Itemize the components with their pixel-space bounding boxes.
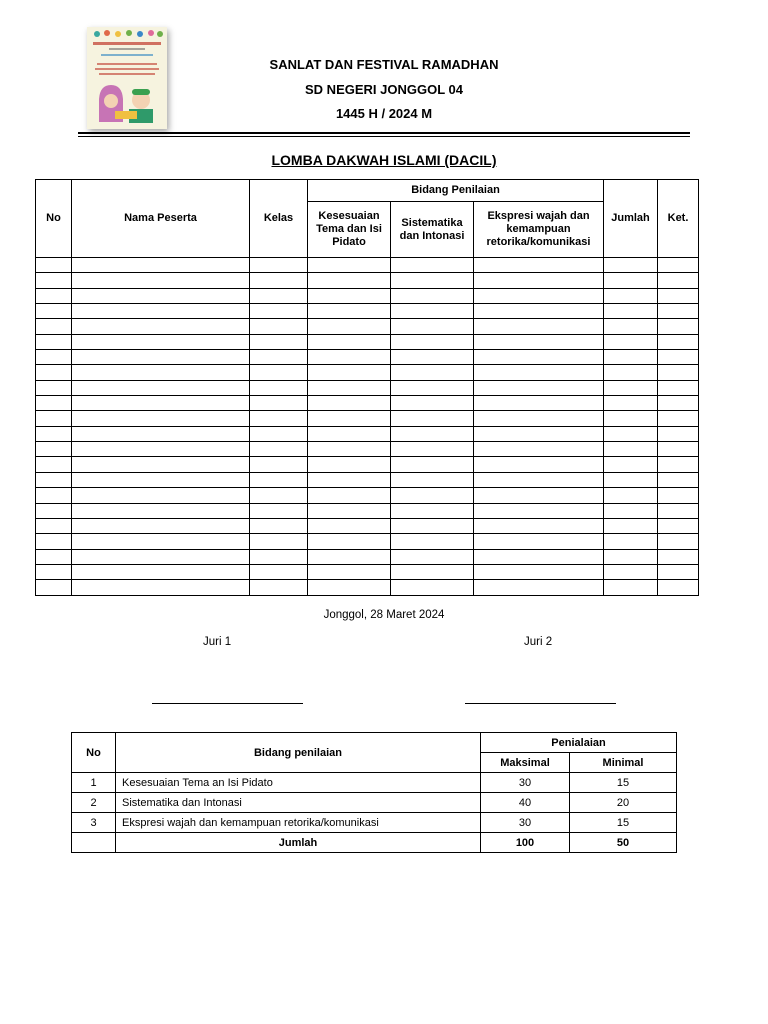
criteria-row <box>72 793 677 813</box>
score-row <box>36 365 699 380</box>
juri2-label: Juri 2 <box>524 636 553 648</box>
score-cell[interactable] <box>72 258 250 273</box>
score-cell[interactable] <box>658 396 699 411</box>
score-cell[interactable] <box>658 411 699 426</box>
score-cell[interactable] <box>72 472 250 487</box>
score-cell[interactable] <box>474 396 604 411</box>
score-cell[interactable] <box>72 365 250 380</box>
score-cell[interactable] <box>474 488 604 503</box>
crit-row-min: 15 <box>570 773 677 793</box>
score-cell[interactable] <box>604 488 658 503</box>
score-row <box>36 472 699 487</box>
score-cell[interactable] <box>658 258 699 273</box>
score-cell[interactable] <box>72 380 250 395</box>
score-cell[interactable] <box>250 365 308 380</box>
score-cell[interactable] <box>474 365 604 380</box>
crit-row-min: 20 <box>570 793 677 813</box>
score-cell[interactable] <box>308 304 391 319</box>
score-cell[interactable] <box>658 426 699 441</box>
criteria-total-row <box>72 833 677 853</box>
score-cell[interactable] <box>36 503 72 518</box>
col-header-kesesuaian: Kesesuaian Tema dan Isi Pidato <box>308 202 391 258</box>
score-cell[interactable] <box>474 258 604 273</box>
score-cell[interactable] <box>474 472 604 487</box>
score-cell[interactable] <box>391 442 474 457</box>
juri1-signature-line <box>152 703 303 704</box>
crit-total-max: 100 <box>481 833 570 853</box>
score-cell[interactable] <box>391 518 474 533</box>
score-cell[interactable] <box>72 534 250 549</box>
score-cell[interactable] <box>658 334 699 349</box>
col-header-nama-peserta: Nama Peserta <box>72 180 250 258</box>
score-cell[interactable] <box>474 457 604 472</box>
crit-row-name: Kesesuaian Tema an Isi Pidato <box>116 773 481 793</box>
score-cell[interactable] <box>250 411 308 426</box>
score-cell[interactable] <box>36 426 72 441</box>
score-cell[interactable] <box>72 518 250 533</box>
score-cell[interactable] <box>391 350 474 365</box>
score-cell[interactable] <box>391 334 474 349</box>
score-cell[interactable] <box>604 288 658 303</box>
score-cell[interactable] <box>308 472 391 487</box>
score-cell[interactable] <box>250 580 308 595</box>
score-row <box>36 564 699 579</box>
score-cell[interactable] <box>250 304 308 319</box>
score-cell[interactable] <box>308 365 391 380</box>
score-cell[interactable] <box>391 288 474 303</box>
score-cell[interactable] <box>36 288 72 303</box>
score-cell[interactable] <box>604 334 658 349</box>
score-cell[interactable] <box>604 396 658 411</box>
score-cell[interactable] <box>36 319 72 334</box>
score-cell[interactable] <box>391 319 474 334</box>
crit-header-bidang: Bidang penilaian <box>116 733 481 773</box>
score-cell[interactable] <box>391 503 474 518</box>
score-cell[interactable] <box>36 564 72 579</box>
score-cell[interactable] <box>250 350 308 365</box>
score-cell[interactable] <box>604 457 658 472</box>
score-row <box>36 549 699 564</box>
score-cell[interactable] <box>604 534 658 549</box>
score-cell[interactable] <box>658 442 699 457</box>
score-cell[interactable] <box>250 334 308 349</box>
score-row <box>36 288 699 303</box>
score-row <box>36 442 699 457</box>
score-cell[interactable] <box>391 580 474 595</box>
score-cell[interactable] <box>308 288 391 303</box>
score-cell[interactable] <box>474 334 604 349</box>
score-cell[interactable] <box>604 319 658 334</box>
score-cell[interactable] <box>604 304 658 319</box>
crit-header-minimal: Minimal <box>570 753 677 773</box>
score-cell[interactable] <box>658 380 699 395</box>
score-cell[interactable] <box>658 549 699 564</box>
score-table-body <box>36 258 699 596</box>
score-cell[interactable] <box>72 442 250 457</box>
place-date: Jonggol, 28 Maret 2024 <box>323 609 445 621</box>
score-cell[interactable] <box>658 534 699 549</box>
score-cell[interactable] <box>72 304 250 319</box>
criteria-table <box>71 732 677 853</box>
document-title: LOMBA DAKWAH ISLAMI (DACIL) <box>271 152 497 168</box>
score-cell[interactable] <box>36 534 72 549</box>
score-row <box>36 580 699 595</box>
score-cell[interactable] <box>250 288 308 303</box>
score-cell[interactable] <box>250 534 308 549</box>
juri2-signature-line <box>465 703 616 704</box>
score-cell[interactable] <box>72 273 250 288</box>
crit-header-penilaian: Penialaian <box>481 733 677 753</box>
score-cell[interactable] <box>658 518 699 533</box>
score-cell[interactable] <box>250 319 308 334</box>
score-cell[interactable] <box>474 411 604 426</box>
score-cell[interactable] <box>391 534 474 549</box>
score-row <box>36 380 699 395</box>
score-cell[interactable] <box>36 365 72 380</box>
score-cell[interactable] <box>474 288 604 303</box>
score-cell[interactable] <box>474 442 604 457</box>
score-cell[interactable] <box>250 396 308 411</box>
score-cell[interactable] <box>474 380 604 395</box>
score-cell[interactable] <box>72 288 250 303</box>
score-cell[interactable] <box>308 564 391 579</box>
score-cell[interactable] <box>658 350 699 365</box>
score-cell[interactable] <box>308 503 391 518</box>
score-cell[interactable] <box>391 304 474 319</box>
score-cell[interactable] <box>36 334 72 349</box>
score-cell[interactable] <box>391 411 474 426</box>
score-cell[interactable] <box>604 411 658 426</box>
col-header-jumlah: Jumlah <box>604 180 658 258</box>
score-cell[interactable] <box>604 273 658 288</box>
score-cell[interactable] <box>72 411 250 426</box>
score-cell[interactable] <box>308 396 391 411</box>
score-cell[interactable] <box>36 488 72 503</box>
score-cell[interactable] <box>250 488 308 503</box>
score-cell[interactable] <box>658 365 699 380</box>
score-cell[interactable] <box>250 273 308 288</box>
score-cell[interactable] <box>658 288 699 303</box>
score-row <box>36 396 699 411</box>
score-cell[interactable] <box>36 472 72 487</box>
header-year: 1445 H / 2024 M <box>335 106 433 121</box>
score-cell[interactable] <box>250 564 308 579</box>
score-cell[interactable] <box>391 258 474 273</box>
score-cell[interactable] <box>604 564 658 579</box>
crit-row-max: 30 <box>481 813 570 833</box>
score-cell[interactable] <box>391 426 474 441</box>
score-cell[interactable] <box>604 258 658 273</box>
score-cell[interactable] <box>308 580 391 595</box>
score-row <box>36 334 699 349</box>
juri1-label: Juri 1 <box>203 636 232 648</box>
score-cell[interactable] <box>658 580 699 595</box>
score-cell[interactable] <box>391 472 474 487</box>
score-cell[interactable] <box>250 380 308 395</box>
crit-row-no: 3 <box>72 813 116 833</box>
score-cell[interactable] <box>474 503 604 518</box>
score-cell[interactable] <box>308 350 391 365</box>
score-row <box>36 411 699 426</box>
score-cell[interactable] <box>36 457 72 472</box>
score-cell[interactable] <box>72 549 250 564</box>
score-cell[interactable] <box>36 549 72 564</box>
score-cell[interactable] <box>658 304 699 319</box>
score-cell[interactable] <box>72 503 250 518</box>
score-row <box>36 304 699 319</box>
crit-total-no <box>72 833 116 853</box>
score-cell[interactable] <box>36 350 72 365</box>
crit-total-min: 50 <box>570 833 677 853</box>
score-cell[interactable] <box>308 411 391 426</box>
score-cell[interactable] <box>36 396 72 411</box>
score-cell[interactable] <box>391 396 474 411</box>
crit-row-no: 1 <box>72 773 116 793</box>
score-cell[interactable] <box>308 334 391 349</box>
score-cell[interactable] <box>474 564 604 579</box>
score-cell[interactable] <box>36 273 72 288</box>
score-cell[interactable] <box>474 304 604 319</box>
score-cell[interactable] <box>658 273 699 288</box>
score-cell[interactable] <box>72 319 250 334</box>
score-cell[interactable] <box>474 518 604 533</box>
score-cell[interactable] <box>72 488 250 503</box>
score-cell[interactable] <box>604 350 658 365</box>
col-header-ket: Ket. <box>658 180 699 258</box>
score-cell[interactable] <box>604 380 658 395</box>
score-row <box>36 350 699 365</box>
col-header-sistematika: Sistematika dan Intonasi <box>391 202 474 258</box>
score-cell[interactable] <box>604 518 658 533</box>
score-cell[interactable] <box>308 426 391 441</box>
crit-total-label: Jumlah <box>116 833 481 853</box>
score-row <box>36 258 699 273</box>
score-cell[interactable] <box>391 564 474 579</box>
score-cell[interactable] <box>658 319 699 334</box>
score-cell[interactable] <box>474 549 604 564</box>
score-cell[interactable] <box>308 258 391 273</box>
header-rule-thick <box>78 132 690 134</box>
crit-row-name: Sistematika dan Intonasi <box>116 793 481 813</box>
score-cell[interactable] <box>604 580 658 595</box>
score-table <box>35 179 699 596</box>
score-cell[interactable] <box>72 564 250 579</box>
score-cell[interactable] <box>658 457 699 472</box>
crit-row-min: 15 <box>570 813 677 833</box>
col-header-bidang-penilaian: Bidang Penilaian <box>308 180 604 202</box>
score-row <box>36 319 699 334</box>
score-cell[interactable] <box>72 457 250 472</box>
score-cell[interactable] <box>250 503 308 518</box>
score-cell[interactable] <box>604 442 658 457</box>
score-row <box>36 503 699 518</box>
score-cell[interactable] <box>72 396 250 411</box>
score-cell[interactable] <box>250 472 308 487</box>
col-header-no: No <box>36 180 72 258</box>
header-school-name: SD NEGERI JONGGOL 04 <box>305 82 463 97</box>
header-rule-thin <box>78 136 690 137</box>
score-cell[interactable] <box>474 273 604 288</box>
col-header-ekspresi: Ekspresi wajah dan kemampuan retorika/komunikasi <box>474 202 604 258</box>
score-row <box>36 488 699 503</box>
score-cell[interactable] <box>72 334 250 349</box>
score-cell[interactable] <box>36 442 72 457</box>
score-cell[interactable] <box>72 350 250 365</box>
score-cell[interactable] <box>36 411 72 426</box>
header-event-name: SANLAT DAN FESTIVAL RAMADHAN <box>269 57 499 72</box>
score-cell[interactable] <box>474 580 604 595</box>
score-cell[interactable] <box>36 518 72 533</box>
score-cell[interactable] <box>474 534 604 549</box>
score-cell[interactable] <box>250 442 308 457</box>
score-cell[interactable] <box>308 457 391 472</box>
crit-header-maksimal: Maksimal <box>481 753 570 773</box>
score-cell[interactable] <box>604 472 658 487</box>
score-cell[interactable] <box>36 380 72 395</box>
score-cell[interactable] <box>658 488 699 503</box>
score-cell[interactable] <box>391 273 474 288</box>
criteria-row <box>72 773 677 793</box>
score-row <box>36 273 699 288</box>
score-cell[interactable] <box>474 319 604 334</box>
score-cell[interactable] <box>308 549 391 564</box>
score-cell[interactable] <box>391 365 474 380</box>
score-cell[interactable] <box>308 488 391 503</box>
score-cell[interactable] <box>36 304 72 319</box>
score-cell[interactable] <box>391 457 474 472</box>
score-cell[interactable] <box>604 426 658 441</box>
score-cell[interactable] <box>72 580 250 595</box>
score-cell[interactable] <box>658 472 699 487</box>
score-cell[interactable] <box>308 442 391 457</box>
score-cell[interactable] <box>391 488 474 503</box>
score-cell[interactable] <box>72 426 250 441</box>
col-header-kelas: Kelas <box>250 180 308 258</box>
score-cell[interactable] <box>250 258 308 273</box>
crit-row-no: 2 <box>72 793 116 813</box>
score-row <box>36 426 699 441</box>
score-cell[interactable] <box>474 426 604 441</box>
score-row <box>36 534 699 549</box>
score-cell[interactable] <box>658 564 699 579</box>
score-cell[interactable] <box>308 534 391 549</box>
score-cell[interactable] <box>391 380 474 395</box>
score-cell[interactable] <box>658 503 699 518</box>
score-cell[interactable] <box>250 426 308 441</box>
score-cell[interactable] <box>36 580 72 595</box>
score-cell[interactable] <box>250 549 308 564</box>
score-cell[interactable] <box>604 549 658 564</box>
score-cell[interactable] <box>391 549 474 564</box>
crit-row-max: 30 <box>481 773 570 793</box>
score-cell[interactable] <box>308 380 391 395</box>
score-cell[interactable] <box>604 503 658 518</box>
score-cell[interactable] <box>308 319 391 334</box>
crit-row-name: Ekspresi wajah dan kemampuan retorika/komunikasi <box>116 813 481 833</box>
score-cell[interactable] <box>604 365 658 380</box>
score-cell[interactable] <box>308 518 391 533</box>
crit-row-max: 40 <box>481 793 570 813</box>
score-cell[interactable] <box>250 518 308 533</box>
score-row <box>36 518 699 533</box>
score-cell[interactable] <box>250 457 308 472</box>
score-cell[interactable] <box>474 350 604 365</box>
score-cell[interactable] <box>36 258 72 273</box>
score-cell[interactable] <box>308 273 391 288</box>
criteria-row <box>72 813 677 833</box>
score-row <box>36 457 699 472</box>
crit-header-no: No <box>72 733 116 773</box>
